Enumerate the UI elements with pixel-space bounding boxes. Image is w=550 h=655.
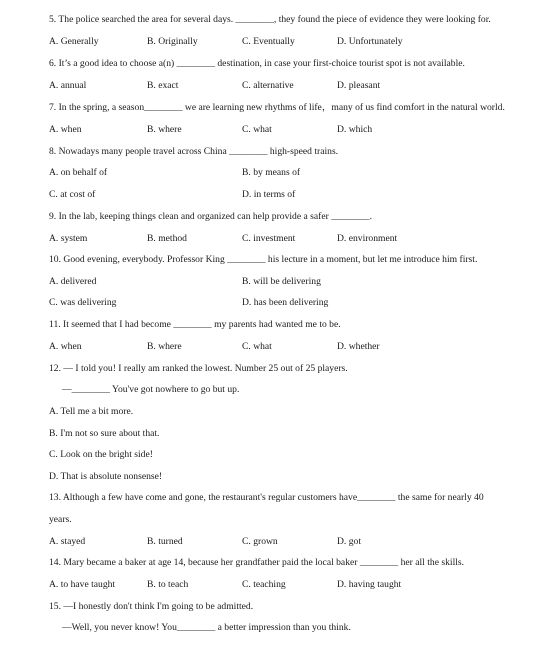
option-d: D. which — [337, 124, 373, 135]
option-b: B. I'm not so sure about that. — [49, 428, 160, 439]
option-b: B. will be delivering — [242, 276, 321, 287]
option-a: A. when — [49, 124, 82, 135]
question-text: 9. In the lab, keeping things clean and organized can help provide a safer ________. — [49, 211, 372, 222]
question-5 — [0, 11, 550, 29]
option-b: B. by means of — [242, 167, 301, 178]
question-14 — [0, 554, 550, 572]
option-d: D. That is absolute nonsense! — [49, 471, 163, 482]
question-text: 11. It seemed that I had become ________ my parents had wanted me to be. — [49, 319, 341, 330]
option-a: A. Generally — [49, 36, 99, 47]
option-d: D. environment — [337, 233, 398, 244]
question-text-2: —Well, you never know! You________ a better impression than you think. — [62, 622, 351, 633]
options-row — [0, 164, 550, 182]
option-a: A. on behalf of — [49, 167, 108, 178]
option-a: A. delivered — [49, 276, 97, 287]
option-b: B. exact — [147, 80, 179, 91]
option-a: A. system — [49, 233, 88, 244]
options-row — [0, 338, 550, 356]
option-b: B. to teach — [147, 579, 189, 590]
question-12 — [0, 360, 550, 378]
option-a: A. when — [49, 341, 82, 352]
options-row — [0, 533, 550, 551]
option-b: B. method — [147, 233, 187, 244]
question-text: 12. — I told you! I really am ranked the lowest. Number 25 out of 25 players. — [49, 363, 348, 374]
option-c: C. what — [242, 341, 272, 352]
options-row — [0, 77, 550, 95]
option-d: D. got — [337, 536, 361, 547]
options-row — [0, 576, 550, 594]
option-c: C. Eventually — [242, 36, 295, 47]
question-text-2: years. — [49, 514, 72, 525]
option-a: A. stayed — [49, 536, 86, 547]
question-7 — [0, 99, 550, 117]
question-9 — [0, 208, 550, 226]
options-row — [0, 230, 550, 248]
option-row — [0, 468, 550, 486]
option-c: C. was delivering — [49, 297, 117, 308]
question-text: 15. —I honestly don't think I'm going to be admitted. — [49, 601, 254, 612]
question-10 — [0, 251, 550, 269]
option-row — [0, 446, 550, 464]
option-d: D. has been delivering — [242, 297, 329, 308]
question-15-reply — [0, 619, 550, 637]
question-text: 5. The police searched the area for several days. ________, they found the piece of evidence they were looking for. — [49, 14, 491, 25]
option-d: D. in terms of — [242, 189, 296, 200]
option-c: C. what — [242, 124, 272, 135]
options-row — [0, 33, 550, 51]
option-c: C. investment — [242, 233, 296, 244]
option-b: B. where — [147, 124, 182, 135]
option-d: D. having taught — [337, 579, 402, 590]
question-6 — [0, 55, 550, 73]
options-row — [0, 273, 550, 291]
question-text: 10. Good evening, everybody. Professor King ________ his lecture in a moment, but let me introduce him first. — [49, 254, 478, 265]
question-text: 14. Mary became a baker at age 14, because her grandfather paid the local baker ________ her all the skills. — [49, 557, 465, 568]
option-b: B. where — [147, 341, 182, 352]
option-a: A. to have taught — [49, 579, 116, 590]
option-c: C. Look on the bright side! — [49, 449, 153, 460]
question-text: 13. Although a few have come and gone, the restaurant's regular customers have________ the same for nearly 40 — [49, 492, 484, 503]
option-a: A. Tell me a bit more. — [49, 406, 134, 417]
option-d: D. whether — [337, 341, 380, 352]
options-row — [0, 121, 550, 139]
option-c: C. grown — [242, 536, 278, 547]
option-c: C. alternative — [242, 80, 294, 91]
question-11 — [0, 316, 550, 334]
option-b: B. turned — [147, 536, 183, 547]
option-c: C. teaching — [242, 579, 286, 590]
option-row — [0, 425, 550, 443]
options-row — [0, 186, 550, 204]
option-a: A. annual — [49, 80, 87, 91]
question-text: 8. Nowadays many people travel across China ________ high-speed trains. — [49, 146, 339, 157]
option-c: C. at cost of — [49, 189, 96, 200]
question-8 — [0, 143, 550, 161]
option-row — [0, 403, 550, 421]
options-row — [0, 294, 550, 312]
question-text: 6. It’s a good idea to choose a(n) ________ destination, in case your first-choice tourist spot is not available. — [49, 58, 465, 69]
question-13 — [0, 489, 550, 507]
question-text: 7. In the spring, a season________ we are learning new rhythms of life，many of us find comfort in the natural world. — [49, 102, 505, 113]
question-12-reply — [0, 381, 550, 399]
option-b: B. Originally — [147, 36, 198, 47]
question-15 — [0, 598, 550, 616]
question-text-2: —________ You've got nowhere to go but up. — [62, 384, 240, 395]
option-d: D. pleasant — [337, 80, 381, 91]
question-13-continued — [0, 511, 550, 529]
option-d: D. Unfortunately — [337, 36, 403, 47]
